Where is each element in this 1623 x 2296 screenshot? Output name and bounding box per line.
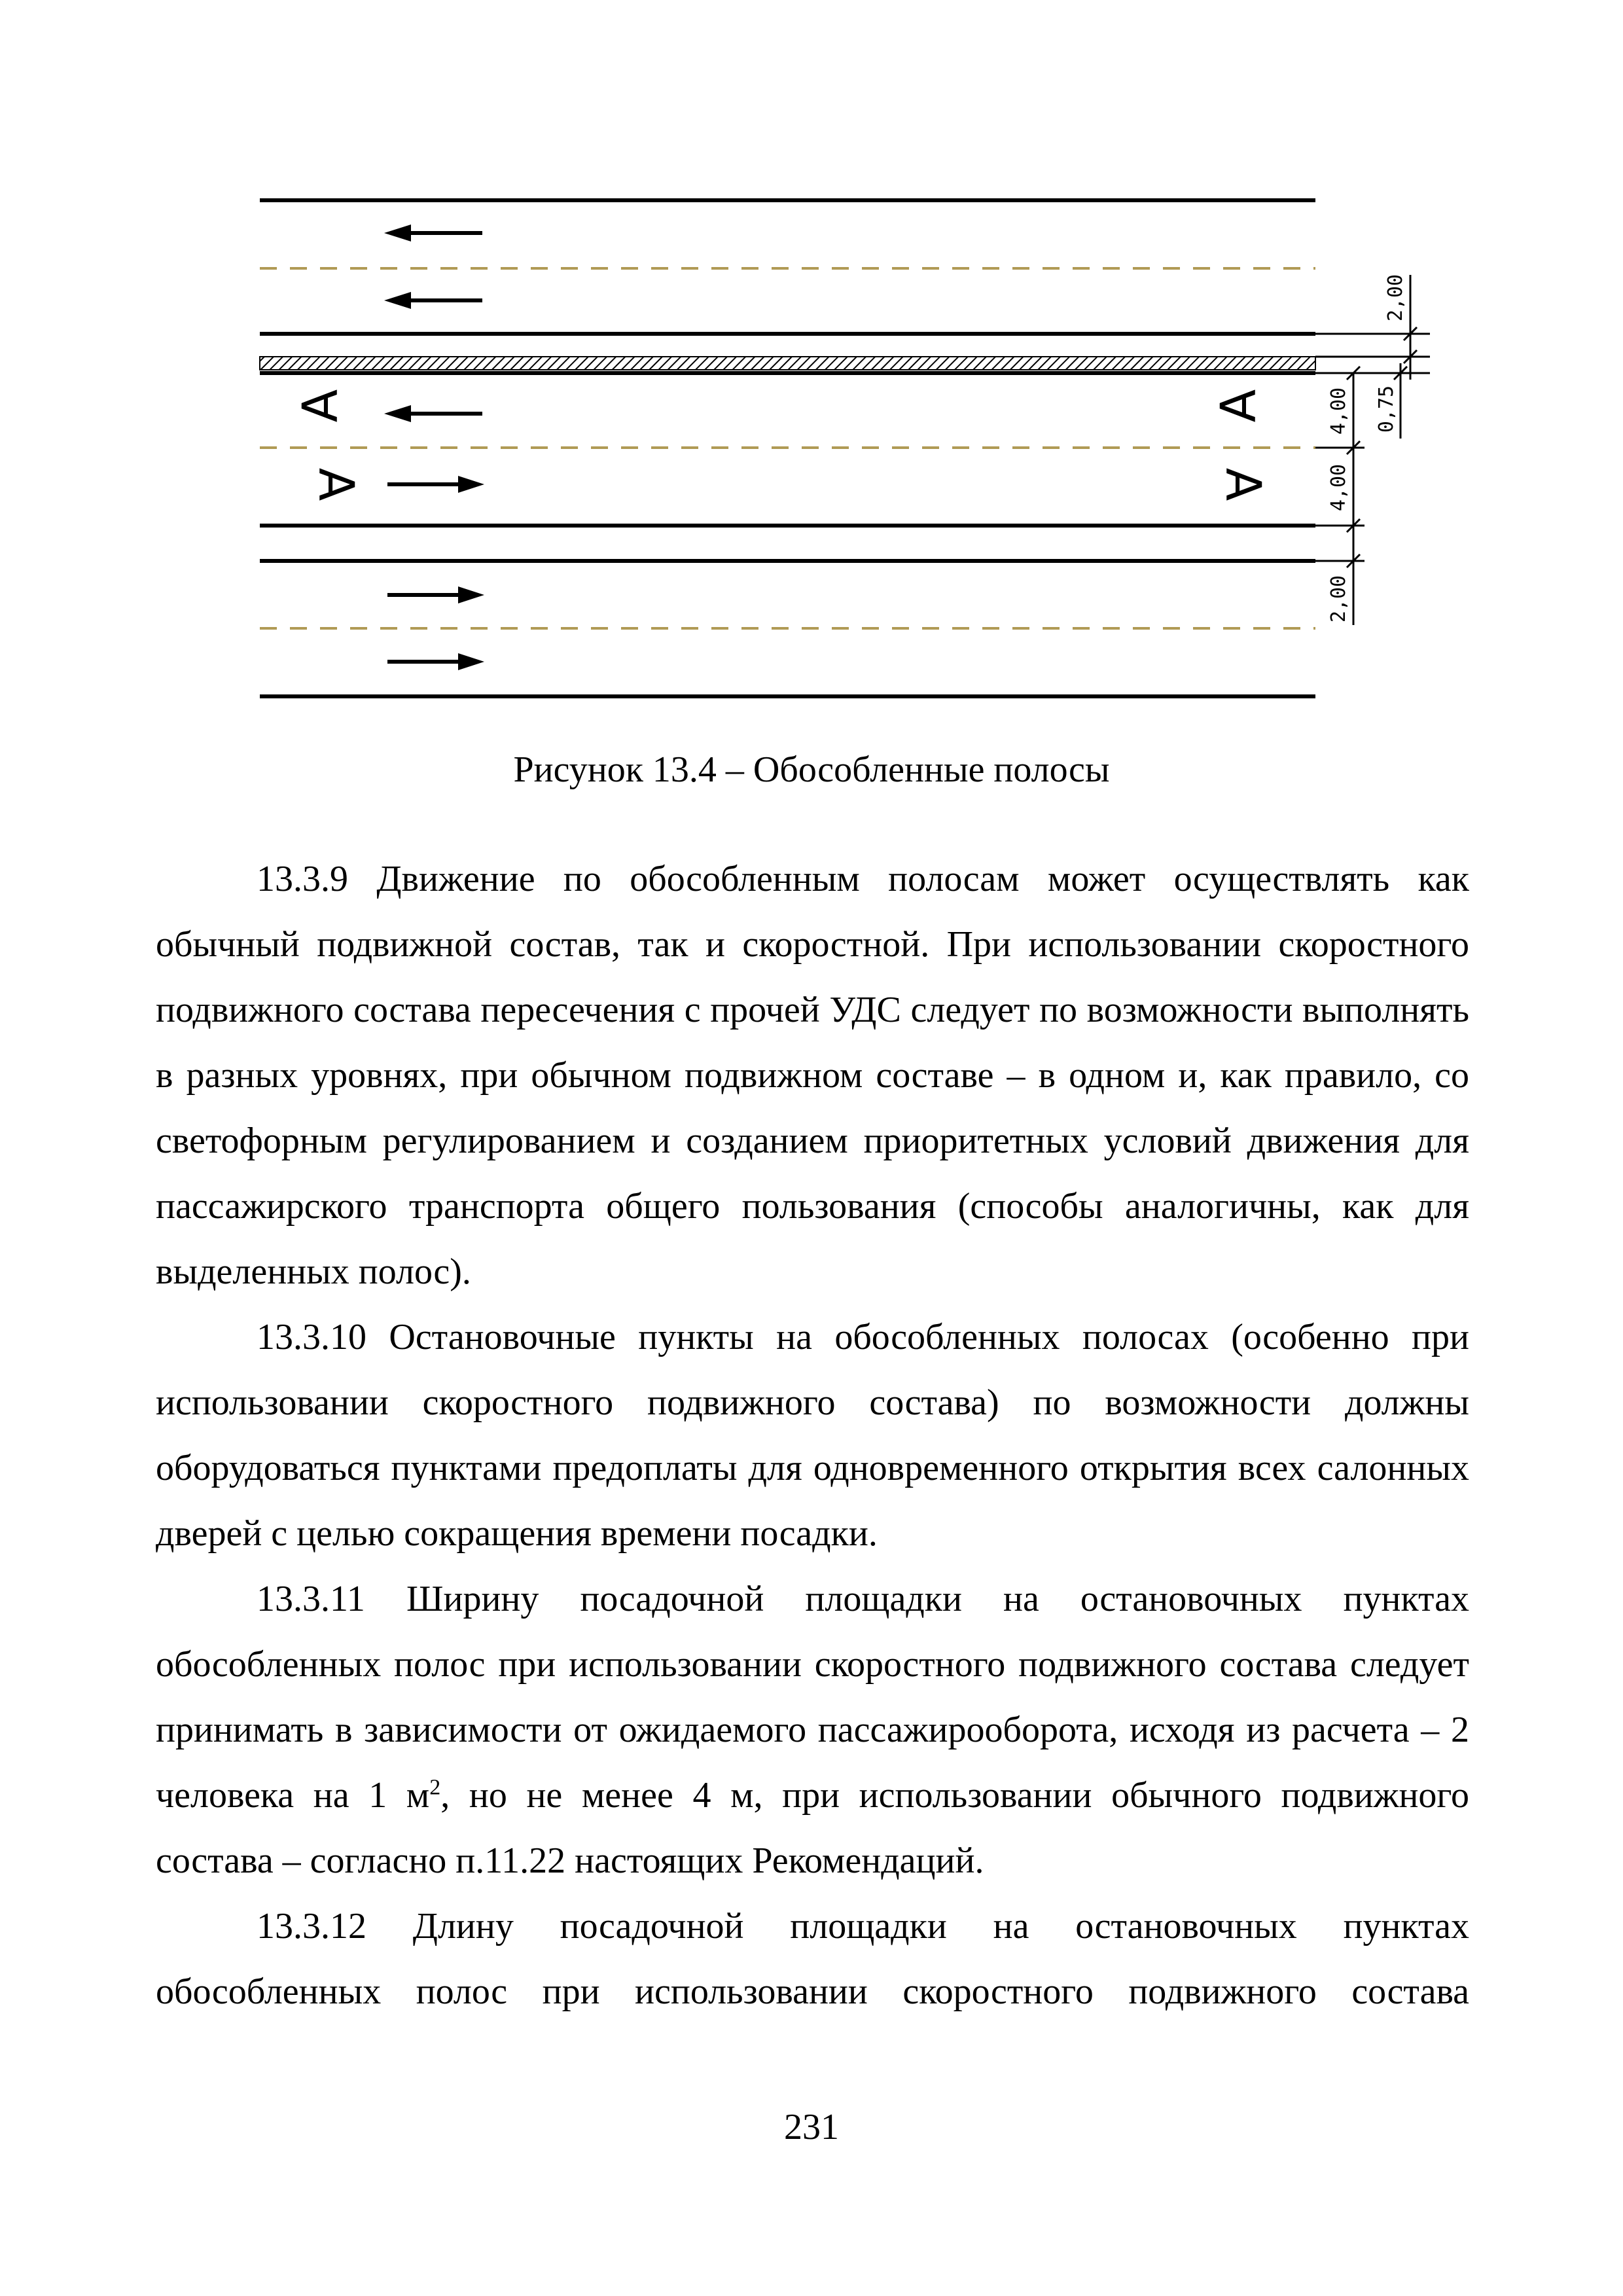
paragraph-13-3-9: 13.3.9 Движение по обособленным полосам может осуществлять как обычный подвижной состав, так и скоростной. При использовании скоростного подвижного состава пересечения с прочей УДС следует по возможности выполнять в разных уровнях, при обычном подвижном составе – в одном и, как правило, со светофорным регулированием и созданием приоритетных условий движения для пассажирского транспорта общего пользования (способы аналогичны, как для выделенных полос). <box>156 859 1469 1292</box>
paragraph-13-3-10: 13.3.10 Остановочные пункты на обособленных полосах (особенно при использовании скоростного подвижного состава) по возможности должны оборудоваться пунктами предоплаты для одновременного открытия всех салонных дверей с целью сокращения времени посадки. <box>156 1317 1469 1554</box>
section-letter-right-lower: A <box>1215 467 1271 501</box>
dimension-lines <box>1315 275 1430 625</box>
arrow-left-icon <box>384 292 482 309</box>
arrow-right-icon <box>387 586 484 603</box>
section-letter-left-lower: A <box>308 467 364 501</box>
arrow-right-icon <box>387 476 484 493</box>
separated-lanes-diagram <box>0 0 1623 733</box>
dimension-separator: 0,75 <box>1375 385 1398 433</box>
figure-caption: Рисунок 13.4 – Обособленные полосы <box>513 749 1110 790</box>
paragraph-13-3-11-part1: 13.3.11 Ширину посадочной площадки на остановочных пунктах обособленных полос при использовании скоростного подвижного состава следует принимать в зависимости от ожидаемого пассажирооборота, исходя из расчета – 2 человека на 1 м <box>156 1579 1469 1816</box>
paragraph-13-3-12: 13.3.12 Длину посадочной площадки на остановочных пунктах обособленных полос при использовании скоростного подвижного состава <box>156 1906 1469 2012</box>
arrow-right-icon <box>387 653 484 670</box>
dimension-inner-bottom: 4,00 <box>1327 463 1350 512</box>
dimension-outer-bottom: 2,00 <box>1327 575 1350 623</box>
arrow-left-icon <box>384 224 482 242</box>
dimension-inner-top: 4,00 <box>1327 387 1350 435</box>
body-text <box>156 846 1469 2024</box>
page-number: 231 <box>784 2107 839 2147</box>
paragraph-13-3-11 <box>156 1566 1469 1893</box>
dimension-outer-top: 2,00 <box>1384 274 1407 322</box>
paragraph-13-3-11-part2: , но не менее 4 м, при использовании обычного подвижного состава – согласно п.11.22 настоящих Рекомендаций. <box>156 1775 1469 1881</box>
section-letter-right-upper: A <box>1211 389 1267 423</box>
superscript-squared: 2 <box>429 1775 441 1800</box>
arrow-left-icon <box>384 405 482 422</box>
section-letter-left-upper: A <box>293 389 349 423</box>
separator-strip <box>260 357 1315 370</box>
